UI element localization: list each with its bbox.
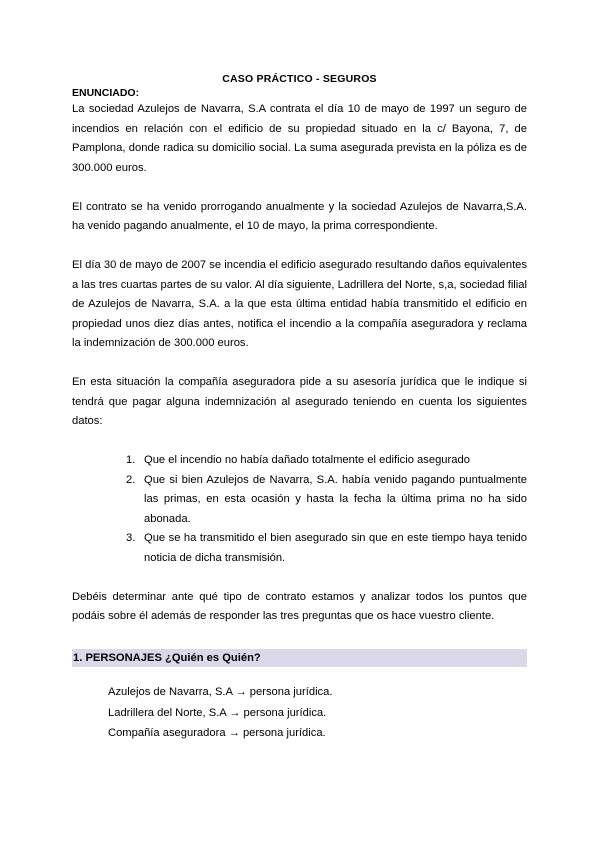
characters-list — [108, 682, 332, 744]
statement-heading: ENUNCIADO: — [72, 87, 140, 99]
section-title: 1. PERSONAJES ¿Quién es Quién? — [73, 652, 261, 664]
closing-paragraph: Debéis determinar ante qué tipo de contrato estamos y analizar todos los puntos que podáis sobre él además de responder las tres preguntas que os hace vuestro cliente. — [72, 590, 527, 622]
list-item — [72, 451, 527, 471]
conditions-list — [72, 451, 527, 568]
list-item-text: Que si bien Azulejos de Navarra, S.A. había venido pagando puntualmente las primas, en esta ocasión y hasta la fecha la última prima no ha sido abonada. — [144, 473, 527, 525]
paragraph-1: La sociedad Azulejos de Navarra, S.A contrata el día 10 de mayo de 1997 un seguro de incendios en relación con el edificio de su propiedad situado en la c/ Bayona, 7, de Pamplona, donde radica su domicilio social. La suma asegurada prevista en la póliza es de 300.000 euros. — [72, 103, 527, 174]
list-item-text: Que se ha transmitido el bien asegurado sin que en este tiempo haya tenido noticia de dicha transmisión. — [144, 532, 527, 564]
document-body — [72, 72, 527, 646]
list-item — [72, 529, 527, 568]
paragraph-4: En esta situación la compañía aseguradora pide a su asesoría jurídica que le indique si tendrá que pagar alguna indemnización al asegurado teniendo en cuenta los siguientes datos: — [72, 376, 527, 427]
paragraph-2: El contrato se ha venido prorrogando anualmente y la sociedad Azulejos de Navarra,S.A. ha venido pagando anualmente, el 10 de mayo, la prima correspondiente. — [72, 200, 527, 232]
list-item-number: 1. — [126, 454, 136, 466]
list-item-number: 3. — [126, 532, 136, 544]
list-item-number: 2. — [126, 473, 136, 486]
character-item: Azulejos de Navarra, S.A → persona jurídica. — [108, 686, 333, 698]
document-title: CASO PRÁCTICO - SEGUROS — [222, 73, 377, 85]
list-item — [72, 471, 527, 530]
list-item-text: Que el incendio no había dañado totalmente el edificio asegurado — [144, 454, 470, 466]
character-item: Ladrillera del Norte, S.A → persona jurídica. — [108, 706, 327, 719]
section-header-bar — [72, 649, 527, 667]
character-item: Compañía aseguradora → persona jurídica. — [108, 727, 326, 739]
paragraph-3: El día 30 de mayo de 2007 se incendia el edificio asegurado resultando daños equivalentes a las tres cuartas partes de su valor. Al día siguiente, Ladrillera del Norte, s,a, sociedad filial de Azulejos de Navarra, S.A. a la que esta última entidad había transmitido el edificio en propiedad unos diez días antes, notifica el incendio a la compañía aseguradora y reclama la indemnización de 300.000 euros. — [72, 259, 527, 349]
